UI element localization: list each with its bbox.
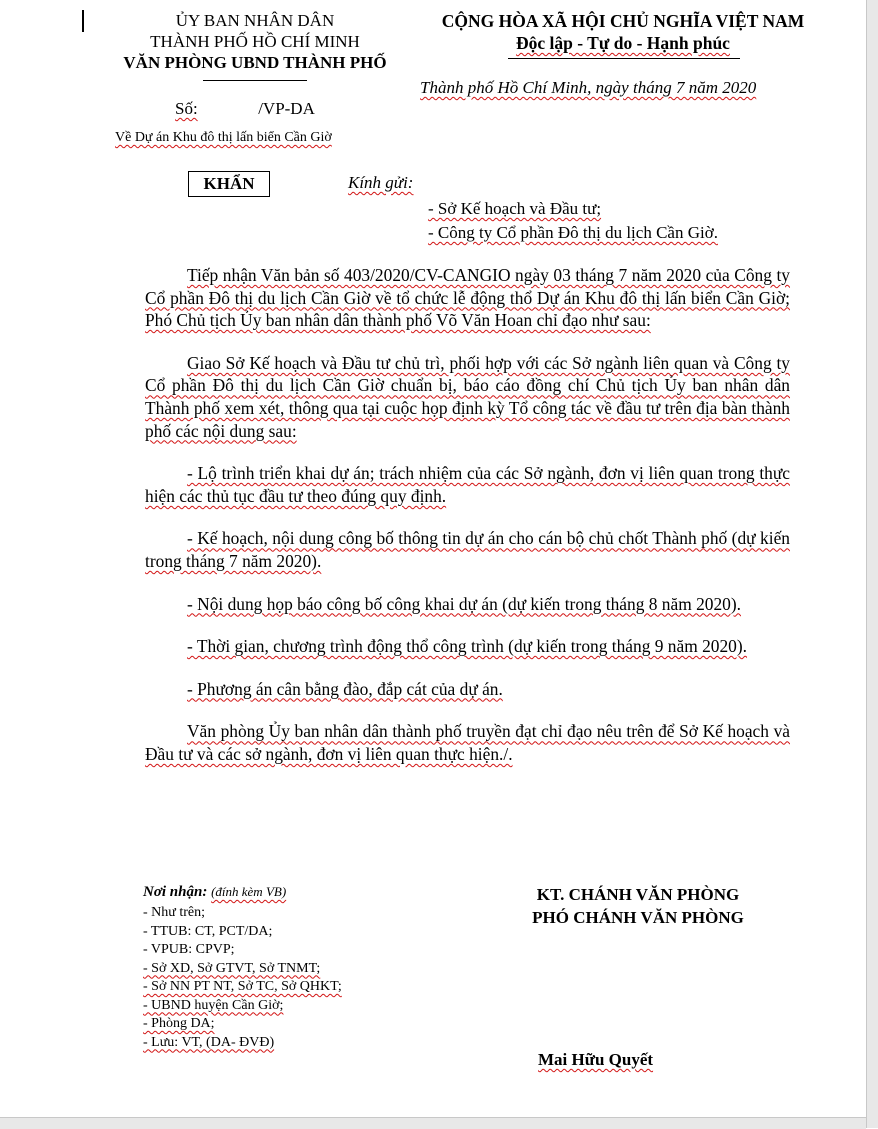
signature-title-1: KT. CHÁNH VĂN PHÒNG xyxy=(536,885,740,904)
body-paragraph: Tiếp nhận Văn bản số 403/2020/CV-CANGIO ngày 03 tháng 7 năm 2020 của Công ty Cổ phần Đô thị du lịch Cần Giờ về tổ chức lễ động thổ Dự án Khu đô thị lấn biển Cần Giờ; Phó Chủ tịch Ủy ban nhân dân thành phố Võ Văn Hoan chỉ đạo như sau: xyxy=(145,265,790,331)
motto-underline xyxy=(508,58,740,59)
recipient-list-item: - TTUB: CT, PCT/DA; xyxy=(143,923,273,939)
body-paragraph: - Kế hoạch, nội dung công bố thông tin dự án cho cán bộ chủ chốt Thành phố (dự kiến trong tháng 7 năm 2020). xyxy=(145,528,790,571)
body-paragraph: Văn phòng Ủy ban nhân dân thành phố truyền đạt chỉ đạo nêu trên để Sở Kế hoạch và Đầu tư và các sở ngành, đơn vị liên quan thực hiện./. xyxy=(145,721,790,764)
recipient-list-item: - Sở XD, Sở GTVT, Sở TNMT; xyxy=(143,960,321,976)
body-paragraph: - Thời gian, chương trình động thổ công trình (dự kiến trong tháng 9 năm 2020). xyxy=(187,636,748,657)
body-paragraph: Giao Sở Kế hoạch và Đầu tư chủ trì, phối hợp với các Sở ngành liên quan và Công ty Cổ phần Đô thị du lịch Cần Giờ chuẩn bị, báo cáo đồng chí Chủ tịch Ủy ban nhân dân Thành phố xem xét, thông qua tại cuộc họp định kỳ Tổ công tác về đầu tư trên địa bàn thành phố các nội dung sau: xyxy=(145,352,790,441)
letter-body xyxy=(145,264,790,766)
subject-line: Về Dự án Khu đô thị lấn biển Cần Giờ xyxy=(115,130,332,145)
recipients-list-title: Nơi nhận: (đính kèm VB) xyxy=(143,884,287,900)
text-cursor xyxy=(82,10,84,32)
recipient-list-item: - UBND huyện Cần Giờ; xyxy=(143,997,284,1013)
agency-line-3: VĂN PHÒNG UBND THÀNH PHỐ xyxy=(123,53,387,72)
signature-block xyxy=(458,883,818,929)
national-motto: Độc lập - Tự do - Hạnh phúc xyxy=(516,33,730,53)
agency-line-1: ỦY BAN NHÂN DÂN xyxy=(175,11,335,30)
signer-name: Mai Hữu Quyết xyxy=(538,1050,654,1069)
recipient-list-item: - Sở NN PT NT, Sở TC, Sở QHKT; xyxy=(143,979,342,994)
dateline: Thành phố Hồ Chí Minh, ngày tháng 7 năm 2020 xyxy=(420,78,757,97)
recipient-1: - Sở Kế hoạch và Đầu tư; xyxy=(428,199,602,218)
body-paragraph: - Lộ trình triển khai dự án; trách nhiệm của các Sở ngành, đơn vị liên quan trong thực hiện các thủ tục đầu tư theo đúng quy định. xyxy=(145,463,790,506)
country-name: CỘNG HÒA XÃ HỘI CHỦ NGHĨA VIỆT NAM xyxy=(441,11,805,31)
number-value: /VP-DA xyxy=(258,99,315,118)
attachment-note: (đính kèm VB) xyxy=(211,884,287,899)
kinh-gui-label: Kính gửi: xyxy=(348,173,414,192)
urgent-box: KHẨN xyxy=(188,171,270,197)
recipient-2: - Công ty Cổ phần Đô thị du lịch Cần Giờ. xyxy=(428,223,718,242)
document-number xyxy=(175,99,315,119)
national-title xyxy=(408,10,838,54)
number-label: Số: xyxy=(175,99,198,118)
issuing-agency xyxy=(90,10,420,73)
body-paragraph: - Nội dung họp báo công bố công khai dự án (dự kiến trong tháng 8 năm 2020). xyxy=(187,593,741,614)
window-frame-bottom xyxy=(0,1117,866,1129)
agency-underline xyxy=(203,80,307,81)
body-paragraph: - Phương án cân bằng đào, đắp cát của dự án. xyxy=(187,678,503,699)
recipient-list-item: - Lưu: VT, (DA- ĐVĐ) xyxy=(143,1034,275,1050)
recipients-list xyxy=(143,904,342,1052)
recipient-list-item: - Như trên; xyxy=(143,905,206,920)
recipient-list-item: - Phòng DA; xyxy=(143,1016,215,1031)
agency-line-2: THÀNH PHỐ HỒ CHÍ MINH xyxy=(150,32,360,51)
recipient-list-item: - VPUB: CPVP; xyxy=(143,942,235,957)
signature-title-2: PHÓ CHÁNH VĂN PHÒNG xyxy=(532,908,744,927)
window-frame-right xyxy=(866,0,878,1128)
